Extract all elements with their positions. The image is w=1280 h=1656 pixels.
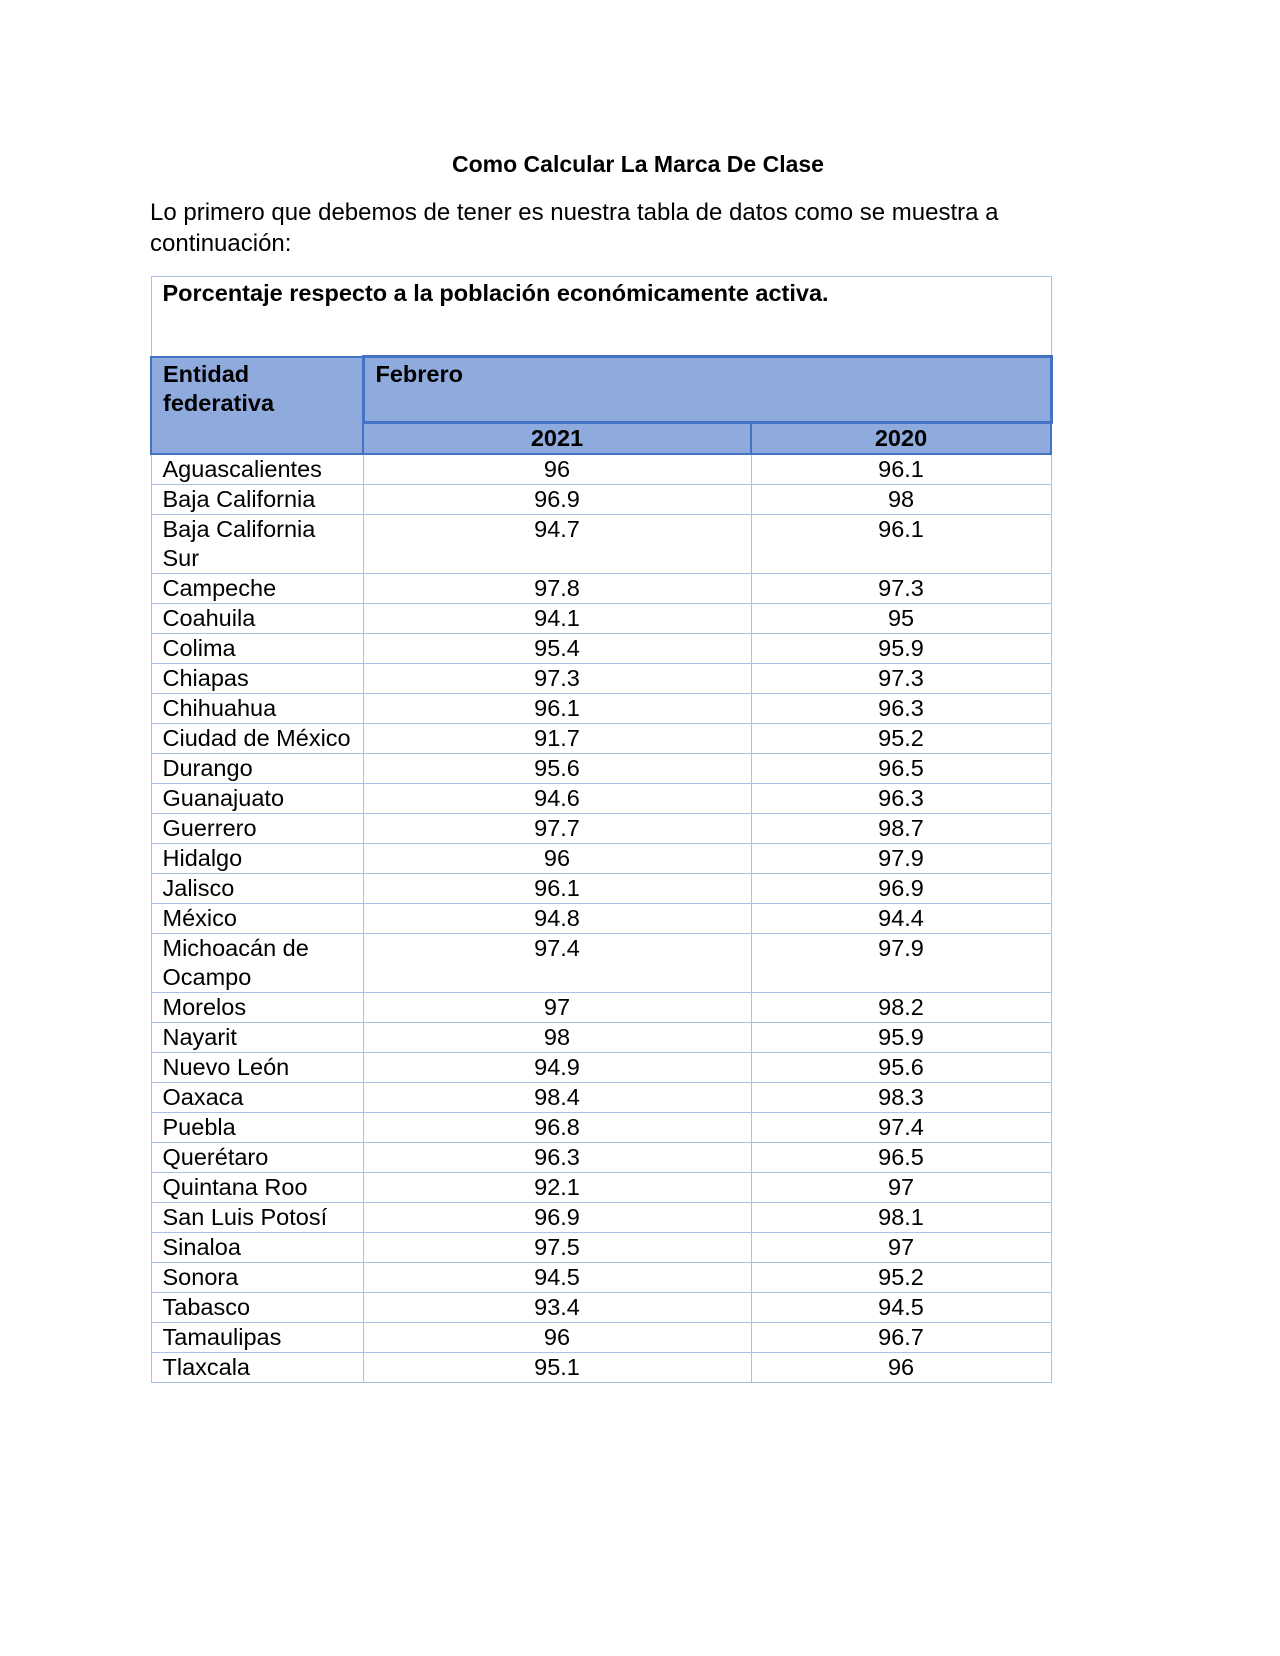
cell-2021: 96.1 (363, 874, 751, 904)
cell-entity: Chihuahua (151, 694, 363, 724)
table-row (151, 1203, 1051, 1233)
cell-entity: Tabasco (151, 1293, 363, 1323)
cell-2020: 97.3 (751, 664, 1051, 694)
cell-2020: 95.2 (751, 724, 1051, 754)
cell-2021: 97.3 (363, 664, 751, 694)
cell-2020: 95.9 (751, 1023, 1051, 1053)
cell-2021: 96.1 (363, 694, 751, 724)
cell-2020: 96.5 (751, 1143, 1051, 1173)
cell-2020: 96.7 (751, 1323, 1051, 1353)
intro-paragraph: Lo primero que debemos de tener es nuestra tabla de datos como se muestra a continuación: (150, 199, 999, 257)
cell-2021: 97.7 (363, 814, 751, 844)
table-row (151, 1173, 1051, 1203)
table-row (151, 874, 1051, 904)
cell-2021: 97.5 (363, 1233, 751, 1263)
table-row (151, 1113, 1051, 1143)
table-row (151, 784, 1051, 814)
table-row (151, 993, 1051, 1023)
cell-entity: Jalisco (151, 874, 363, 904)
cell-2020: 95.2 (751, 1263, 1051, 1293)
cell-entity: Tamaulipas (151, 1323, 363, 1353)
cell-2021: 94.5 (363, 1263, 751, 1293)
cell-2021: 94.1 (363, 604, 751, 634)
cell-entity: Coahuila (151, 604, 363, 634)
cell-2020: 96.1 (751, 454, 1051, 485)
cell-2020: 98.2 (751, 993, 1051, 1023)
table-row (151, 1233, 1051, 1263)
cell-2021: 96.9 (363, 1203, 751, 1233)
cell-entity: Ciudad de México (151, 724, 363, 754)
cell-entity: México (151, 904, 363, 934)
cell-2020: 96.3 (751, 784, 1051, 814)
cell-entity: Aguascalientes (151, 454, 363, 485)
table-row (151, 934, 1051, 993)
cell-2020: 98.1 (751, 1203, 1051, 1233)
cell-entity: Colima (151, 634, 363, 664)
table-row (151, 634, 1051, 664)
header-year-2020: 2020 (751, 423, 1051, 455)
cell-2021: 96.3 (363, 1143, 751, 1173)
cell-2021: 97.8 (363, 574, 751, 604)
cell-2021: 94.6 (363, 784, 751, 814)
cell-entity: Chiapas (151, 664, 363, 694)
cell-entity: Baja California (151, 485, 363, 515)
cell-entity: Hidalgo (151, 844, 363, 874)
cell-entity: Nuevo León (151, 1053, 363, 1083)
table-row (151, 904, 1051, 934)
cell-2021: 98.4 (363, 1083, 751, 1113)
cell-entity: Campeche (151, 574, 363, 604)
header-year-2021: 2021 (363, 423, 751, 455)
cell-2020: 95.6 (751, 1053, 1051, 1083)
cell-entity: Durango (151, 754, 363, 784)
cell-2020: 96.5 (751, 754, 1051, 784)
cell-entity: Sonora (151, 1263, 363, 1293)
header-entity: Entidad federativa (151, 357, 363, 455)
cell-2021: 97 (363, 993, 751, 1023)
cell-2021: 95.4 (363, 634, 751, 664)
cell-entity: Querétaro (151, 1143, 363, 1173)
cell-2021: 96 (363, 454, 751, 485)
cell-entity: Quintana Roo (151, 1173, 363, 1203)
cell-2021: 96 (363, 1323, 751, 1353)
cell-2021: 95.6 (363, 754, 751, 784)
cell-2021: 96.8 (363, 1113, 751, 1143)
cell-2021: 91.7 (363, 724, 751, 754)
cell-2020: 95.9 (751, 634, 1051, 664)
cell-2020: 98 (751, 485, 1051, 515)
cell-entity: Michoacán de Ocampo (151, 934, 363, 993)
cell-2021: 94.8 (363, 904, 751, 934)
document-title: Como Calcular La Marca De Clase (452, 151, 824, 177)
header-month: Febrero (363, 357, 1051, 423)
table-row (151, 1293, 1051, 1323)
table-caption: Porcentaje respecto a la población económicamente activa. (151, 277, 1051, 357)
cell-2021: 92.1 (363, 1173, 751, 1203)
table-row (151, 814, 1051, 844)
table-row (151, 1083, 1051, 1113)
table-row (151, 844, 1051, 874)
cell-2020: 96.1 (751, 515, 1051, 574)
table-row (151, 574, 1051, 604)
table-row (151, 485, 1051, 515)
table-row (151, 1323, 1051, 1353)
cell-entity: Guerrero (151, 814, 363, 844)
cell-entity: Nayarit (151, 1023, 363, 1053)
table-row (151, 1353, 1051, 1383)
cell-entity: Baja California Sur (151, 515, 363, 574)
cell-2021: 98 (363, 1023, 751, 1053)
cell-entity: Tlaxcala (151, 1353, 363, 1383)
table-row (151, 1023, 1051, 1053)
cell-2021: 94.9 (363, 1053, 751, 1083)
cell-2021: 93.4 (363, 1293, 751, 1323)
cell-2020: 97 (751, 1173, 1051, 1203)
cell-2020: 97.3 (751, 574, 1051, 604)
cell-2021: 96.9 (363, 485, 751, 515)
data-table (150, 276, 1053, 1383)
cell-2020: 94.5 (751, 1293, 1051, 1323)
cell-2020: 97.9 (751, 934, 1051, 993)
cell-2020: 96.9 (751, 874, 1051, 904)
table-row (151, 1053, 1051, 1083)
cell-2021: 95.1 (363, 1353, 751, 1383)
cell-2020: 97 (751, 1233, 1051, 1263)
cell-2020: 96 (751, 1353, 1051, 1383)
cell-entity: San Luis Potosí (151, 1203, 363, 1233)
cell-2020: 94.4 (751, 904, 1051, 934)
cell-2020: 97.9 (751, 844, 1051, 874)
cell-entity: Guanajuato (151, 784, 363, 814)
cell-2020: 96.3 (751, 694, 1051, 724)
table-row (151, 664, 1051, 694)
cell-2021: 96 (363, 844, 751, 874)
cell-entity: Oaxaca (151, 1083, 363, 1113)
cell-entity: Morelos (151, 993, 363, 1023)
cell-entity: Sinaloa (151, 1233, 363, 1263)
table-row (151, 754, 1051, 784)
cell-2020: 95 (751, 604, 1051, 634)
table-row (151, 604, 1051, 634)
table-row (151, 694, 1051, 724)
cell-2020: 97.4 (751, 1113, 1051, 1143)
cell-2020: 98.3 (751, 1083, 1051, 1113)
cell-2021: 94.7 (363, 515, 751, 574)
table-row (151, 1143, 1051, 1173)
cell-2021: 97.4 (363, 934, 751, 993)
table-row (151, 454, 1051, 485)
cell-2020: 98.7 (751, 814, 1051, 844)
table-row (151, 1263, 1051, 1293)
table-body (151, 454, 1051, 1383)
table-row (151, 515, 1051, 574)
table-row (151, 724, 1051, 754)
cell-entity: Puebla (151, 1113, 363, 1143)
